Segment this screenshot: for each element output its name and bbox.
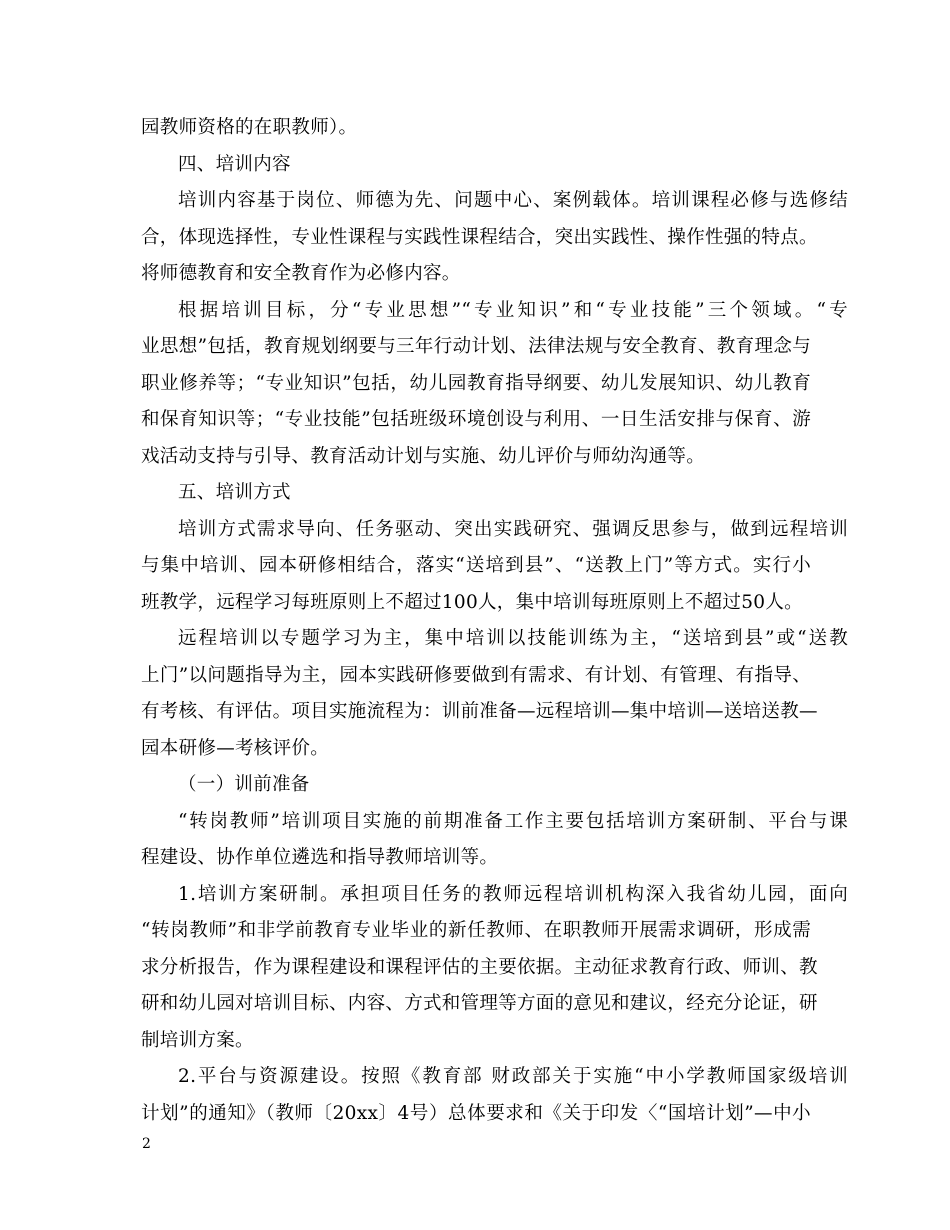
subsection-heading: （一）训前准备 xyxy=(178,774,310,795)
text-line: 研和幼儿园对培训目标、内容、方式和管理等方面的意见和建议，经充分论证，研 xyxy=(141,993,818,1014)
text-line: 与集中培训、园本研修相结合，落实“送培到县”、“送教上门”等方式。实行小 xyxy=(141,555,811,576)
document-body xyxy=(0,110,950,1132)
text-line: 远程培训以专题学习为主，集中培训以技能训练为主，“送培到县”或“送教 xyxy=(178,628,848,649)
text-line: 程建设、协作单位遴选和指导教师培训等。 xyxy=(141,847,499,868)
text-line: 将师德教育和安全教育作为必修内容。 xyxy=(141,263,461,284)
text-line: 根据培训目标，分“专业思想”“专业知识”和“专业技能”三个领域。“专 xyxy=(178,299,848,321)
text-line: 有考核、有评估。项目实施流程为：训前准备—远程培训—集中培训—送培送教— xyxy=(141,701,818,722)
text-line: 1.培训方案研制。承担项目任务的教师远程培训机构深入我省幼儿园，面向 xyxy=(178,883,848,905)
text-line: 求分析报告，作为课程建设和课程评估的主要依据。主动征求教育行政、师训、教 xyxy=(141,956,818,978)
text-line: 职业修养等；“专业知识”包括，幼儿园教育指导纲要、幼儿发展知识、幼儿教育 xyxy=(141,372,811,394)
text-line: “转岗教师”和非学前教育专业毕业的新任教师、在职教师开展需求调研，形成需 xyxy=(141,920,811,941)
page-number: 2 xyxy=(142,1136,151,1152)
text-line: 计划”的通知》（教师〔20xx〕4号）总体要求和《关于印发〈“国培计划”—中小 xyxy=(141,1102,811,1124)
text-line: 园教师资格的在职教师）。 xyxy=(141,117,358,138)
text-line: 培训方式需求导向、任务驱动、突出实践研究、强调反思参与，做到远程培训 xyxy=(178,518,848,540)
text-line: 业思想”包括，教育规划纲要与三年行动计划、法律法规与安全教育、教育理念与 xyxy=(141,336,811,357)
text-line: 戏活动支持与引导、教育活动计划与实施、幼儿评价与师幼沟通等。 xyxy=(141,445,706,467)
text-line: 园本研修—考核评价。 xyxy=(141,737,330,759)
text-line: 培训内容基于岗位、师德为先、问题中心、案例载体。培训课程必修与选修结 xyxy=(178,190,848,211)
text-line: “转岗教师”培训项目实施的前期准备工作主要包括培训方案研制、平台与课 xyxy=(178,810,848,832)
text-line: 和保育知识等；“专业技能”包括班级环境创设与利用、一日生活安排与保育、游 xyxy=(141,409,811,430)
text-line: 班教学，远程学习每班原则上不超过100人，集中培训每班原则上不超过50人。 xyxy=(141,591,803,613)
text-line: 上门”以问题指导为主，园本实践研修要做到有需求、有计划、有管理、有指导、 xyxy=(141,664,811,686)
section-heading: 四、培训内容 xyxy=(178,153,291,175)
text-line: 制培训方案。 xyxy=(141,1029,254,1051)
text-line: 2.平台与资源建设。按照《教育部 财政部关于实施“中小学教师国家级培训 xyxy=(178,1066,848,1087)
text-line: 合，体现选择性，专业性课程与实践性课程结合，突出实践性、操作性强的特点。 xyxy=(141,226,818,248)
section-heading: 五、培训方式 xyxy=(178,482,291,503)
